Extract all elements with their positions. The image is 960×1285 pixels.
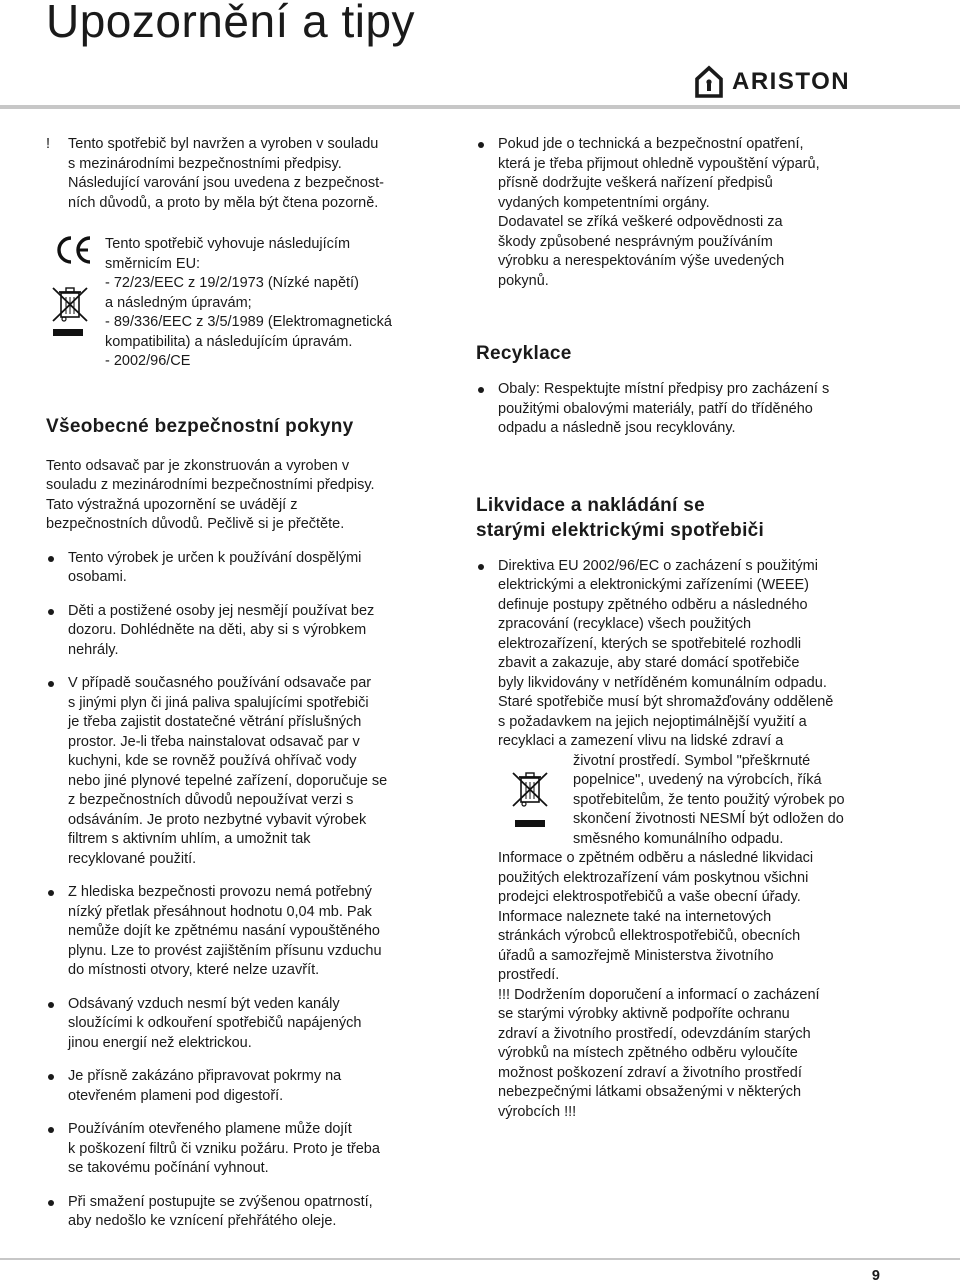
bullet-line: se starými výrobky aktivně podpoříte ochranu [498,1006,790,1022]
bullet-line: skončení životnosti NESMÍ být odložen do [573,811,844,827]
bullet-line: recyklované použití. [68,850,197,867]
page-title: Upozornění a tipy [46,0,416,47]
general-intro-line: Tato výstražná upozornění se uvádějí z [46,496,298,513]
certification-line: kompatibilita) a následujícím úpravám. [105,333,353,350]
bullet-line: s jinými plyn či jiná paliva spalujícími spotřebiči [68,694,369,711]
bullet-line: zdraví a životního prostředí, odevzdáním starých [498,1025,811,1042]
certification-line: Tento spotřebič vyhovuje následujícím [105,236,351,252]
bullet-line: použitými obalovými materiály, patří do tříděného [498,400,813,417]
certification-line: - 2002/96/CE [105,353,191,369]
bullet-line: byly likvidovány v netříděném komunálním odpadu. [498,674,827,691]
bin-underline-bar [515,820,545,827]
right-column [476,135,886,1122]
weee-symbol-paragraph [498,752,886,850]
recycling-heading: Recyklace [476,343,572,364]
bullet-line: !!! Dodržením doporučení a informací o zacházení [498,986,820,1003]
bullet-line: Pokud jde o technická a bezpečnostní opatření, [498,136,804,152]
bullet-line: prostor. Je-li třeba nainstalovat odsavač par v [68,733,360,750]
bullet-line: jinou energií než elektrickou. [68,1034,252,1051]
certification-line: - 72/23/EEC z 19/2/1973 (Nízké napětí) [105,275,359,291]
bullet-line: elektrozařízení, kterých se spotřebitelé rozhodli [498,635,802,652]
bullet-line: kuchyni, kde se rovněž používá ohřívač vody [68,753,357,769]
list-item [46,883,446,981]
crossed-bin-icon [50,285,90,323]
list-item [476,557,886,1123]
general-intro-line: souladu z mezinárodními bezpečnostními předpisy. [46,477,375,493]
bullet-line: nemůže dojít ke zpětnému nasání vypouštěného [68,923,380,939]
bullet-line: popelnice", uvedený na výrobcích, říká [573,772,822,788]
list-item [476,380,886,439]
recycling-bullet-list [476,380,886,439]
bullet-line: sloužícími k odkouření spotřebičů napájených [68,1015,362,1031]
bullet-line: možnost poškození zdraví a životního prostředí [498,1064,802,1081]
list-item [46,995,446,1054]
bullet-line: odpadu a následně jsou recyklovány. [498,420,736,436]
bullet-line: plynu. Lze to provést zajištěním přísunu vzduchu [68,942,382,959]
bullet-line: spotřebitelům, že tento použitý výrobek po [573,791,845,808]
bullet-line: definuje postupy zpětného odběru a následného [498,596,808,613]
bullet-line: nebo jiné plynové tepelné zařízení, doporučuje se [68,772,388,789]
bullet-line: nízký přetlak přesáhnout hodnotu 0,04 mb. Pak [68,903,372,920]
bullet-line: zpracování (recyklace) všech použitých [498,616,752,632]
safety-bullet-list [46,549,446,1232]
disposal-heading [476,493,886,543]
weee-icon-group [510,770,550,828]
certification-line: směrnicím EU: [105,255,201,272]
certification-line: a následným úpravám; [105,294,252,311]
disposal-heading-line: starými elektrickými spotřebiči [476,519,765,541]
disposal-bullet-list [476,557,886,1123]
bullet-line: Z hlediska bezpečnosti provozu nemá potřebný [68,884,372,900]
bullet-line: Informace naleznete také na internetových [498,908,772,925]
bullet-line: Děti a postižené osoby jej nesmějí používat bez [68,602,375,619]
general-intro [46,457,446,535]
general-intro-line: Tento odsavač par je zkonstruován a vyroben v [46,457,350,474]
general-safety-heading: Všeobecné bezpečnostní pokyny [46,415,354,437]
intro-line: Následující varování jsou uvedena z bezpečnost- [68,175,384,191]
bullet-line: se takovému počínání vyhnout. [68,1160,269,1176]
bullet-line: odsáváním. Je proto nezbytné vybavit výrobek [68,811,367,828]
list-item [476,135,886,291]
bullet-line: Obaly: Respektujte místní předpisy pro zacházení s [498,381,830,397]
bullet-line: s požadavkem na jejich nejoptimálnější využití a [498,713,807,730]
intro-line: s mezinárodními bezpečnostními předpisy. [68,155,342,172]
bullet-line: recyklaci a zamezení vlivu na lidské zdraví a [498,733,784,749]
disposal-info [498,849,886,1122]
technical-bullet-list [476,135,886,291]
bullet-line: Informace o zpětném odběru a následné likvidaci [498,850,814,866]
left-column [46,135,446,1232]
list-item [46,1067,446,1106]
general-intro-line: bezpečnostních důvodů. Pečlivě si je přečtěte. [46,516,345,532]
bullet-line: přísně dodržujte veškerá nařízení předpisů [498,175,773,191]
bullet-line: Tento výrobek je určen k používání dospělými [68,549,362,566]
bullet-line: z bezpečnostních důvodů nepoužívat verzi s [68,792,354,808]
bullet-line: Používáním otevřeného plamene může dojít [68,1121,352,1137]
bullet-line: Dodavatel se zříká veškeré odpovědnosti za [498,214,783,230]
list-item [46,549,446,588]
bullet-line: do místnosti otvory, které nelze uzavřít. [68,962,320,978]
bullet-line: nebezpečnými látkami obsaženými v některých [498,1084,802,1100]
bullet-line: je třeba zajistit dostatečné větrání příslušných [68,714,362,730]
bullet-line: otevřeném plameni pod digestoří. [68,1087,284,1104]
bullet-line: výrobku a nerespektováním výše uvedených [498,253,785,269]
bullet-line: k poškození filtrů či vzniku požáru. Proto je třeba [68,1140,380,1157]
bullet-line: dozoru. Dohlédněte na děti, aby si s výrobkem [68,622,367,638]
bullet-line: Je přísně zakázáno připravovat pokrmy na [68,1068,342,1084]
header-divider [0,105,960,109]
crossed-bin-icon [510,770,550,808]
bullet-line: prodejci elektrospotřebičů a vaše obecní úřady. [498,889,801,905]
footer-divider [0,1258,960,1260]
bullet-line: aby nedošlo ke vznícení přehřátého oleje. [68,1213,337,1229]
bullet-line: úřadů a samozřejmě Ministerstva životního [498,947,774,964]
brand-name: ARISTON [732,68,851,95]
bullet-line: výrobků na místech zpětného odběru vyloučíte [498,1045,798,1061]
bullet-line: směsného komunálního odpadu. [573,830,784,847]
bullet-line: vydaných kompetentními orgány. [498,194,710,211]
bullet-line: zbavit a zakazuje, aby staré domácí spotřebiče [498,655,800,671]
page-number: 9 [871,1268,880,1284]
bullet-line: Direktiva EU 2002/96/EC o zacházení s použitými [498,557,818,574]
list-item [46,1193,446,1232]
intro-line: ních důvodů, a proto by měla být čtena pozorně. [68,194,379,211]
bullet-line: V případě současného používání odsavače par [68,675,372,691]
disposal-heading-line: Likvidace a nakládání se [476,494,705,516]
house-logo-icon [694,65,724,99]
exclamation-mark: ! [46,136,51,152]
bullet-line: použitých elektrozařízení vám poskytnou všichni [498,869,809,886]
bullet-line: prostředí. [498,967,560,983]
certification-block [46,235,446,372]
bin-underline-bar [53,329,83,336]
bullet-line: stránkách výrobců ellektrospotřebičů, obecních [498,928,801,944]
bullet-line: pokynů. [498,272,549,289]
list-item [46,674,446,869]
bullet-line: která je třeba přijmout ohledně vypouštění výparů, [498,155,820,172]
bullet-line: výrobcích !!! [498,1103,577,1120]
bullet-line: osobami. [68,569,127,585]
bullet-line: Při smažení postupujte se zvýšenou opatrností, [68,1193,373,1210]
certification-icons [46,235,96,336]
bullet-line: filtrem s aktivním uhlím, a umožnit tak [68,831,311,847]
certification-line: - 89/336/EEC z 3/5/1989 (Elektromagnetická [105,314,392,330]
bullet-line: životní prostředí. Symbol "přeškrnuté [573,752,811,769]
list-item [46,602,446,661]
ce-mark-icon [54,235,94,265]
ariston-logo [694,64,880,100]
list-item [46,1120,446,1179]
bullet-line: elektrickými a elektronickými zařízeními (WEEE) [498,577,809,593]
intro-notice [46,135,446,213]
intro-line: Tento spotřebič byl navržen a vyroben v souladu [68,136,379,152]
bullet-line: Staré spotřebiče musí být shromažďovány odděleně [498,694,834,710]
bullet-line: nehrály. [68,641,119,658]
bullet-line: škody způsobené nesprávným používáním [498,233,773,250]
bullet-line: Odsávaný vzduch nesmí být veden kanály [68,995,340,1012]
